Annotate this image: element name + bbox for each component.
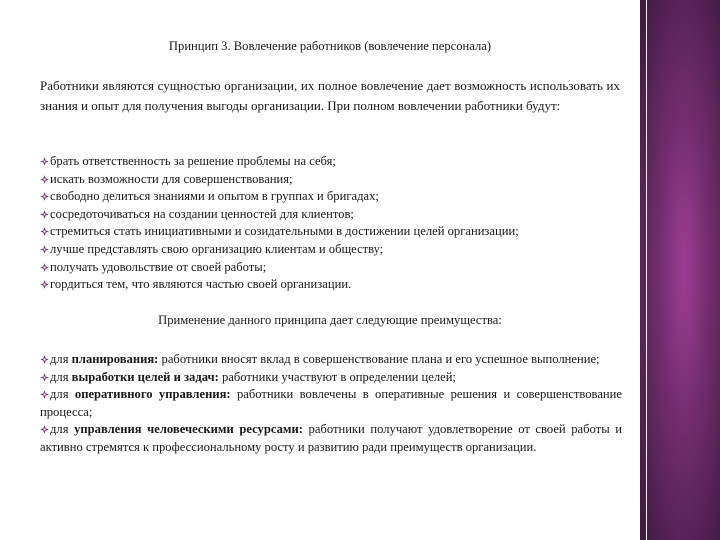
diamond-bullet-icon <box>40 227 49 236</box>
diamond-bullet-icon <box>40 175 49 184</box>
list-item: свободно делиться знаниями и опытом в группах и бригадах; <box>40 188 622 206</box>
list-item: получать удовольствие от своей работы; <box>40 259 622 277</box>
diamond-bullet-icon <box>40 355 49 364</box>
list-item: искать возможности для совершенствования; <box>40 171 622 189</box>
list-item: для выработки целей и задач: работники участвуют в определении целей; <box>40 369 622 387</box>
intro-paragraph: Работники являются сущностью организации, их полное вовлечение дает возможность использовать их знания и опыт для получения выгоды организации. При полном вовлечении работники будут: <box>40 78 620 113</box>
list-item: для управления человеческими ресурсами: работники получают удовлетворение от своей работы и активно стремятся к профессиональному росту и развитию ради преимуществ организации. <box>40 422 622 454</box>
diamond-bullet-icon <box>40 425 49 434</box>
list-item: стремиться стать инициативными и созидательными в достижении целей организации; <box>40 223 622 241</box>
decorative-sidebar <box>640 0 720 540</box>
list-item: для планирования: работники вносят вклад в совершенствование плана и его успешное выполнение; <box>40 351 622 369</box>
benefits-list <box>40 351 622 457</box>
diamond-bullet-icon <box>40 373 49 382</box>
diamond-bullet-icon <box>40 157 49 166</box>
sidebar-divider <box>646 0 647 540</box>
diamond-bullet-icon <box>40 192 49 201</box>
diamond-bullet-icon <box>40 245 49 254</box>
list-item: сосредоточиваться на создании ценностей для клиентов; <box>40 206 622 224</box>
diamond-bullet-icon <box>40 280 49 289</box>
list-item: для оперативного управления: работники вовлечены в оперативные решения и совершенствование процесса; <box>40 387 622 419</box>
list-item: брать ответственность за решение проблемы на себя; <box>40 153 622 171</box>
list-item: лучше представлять свою организацию клиентам и обществу; <box>40 241 622 259</box>
principle-title: Принцип 3. Вовлечение работников (вовлечение персонала) <box>168 39 492 53</box>
diamond-bullet-icon <box>40 210 49 219</box>
duties-list <box>40 153 622 294</box>
diamond-bullet-icon <box>40 263 49 272</box>
benefits-title: Применение данного принципа дает следующие преимущества: <box>158 313 502 327</box>
diamond-bullet-icon <box>40 390 49 399</box>
list-item: гордиться тем, что являются частью своей организации. <box>40 276 622 294</box>
